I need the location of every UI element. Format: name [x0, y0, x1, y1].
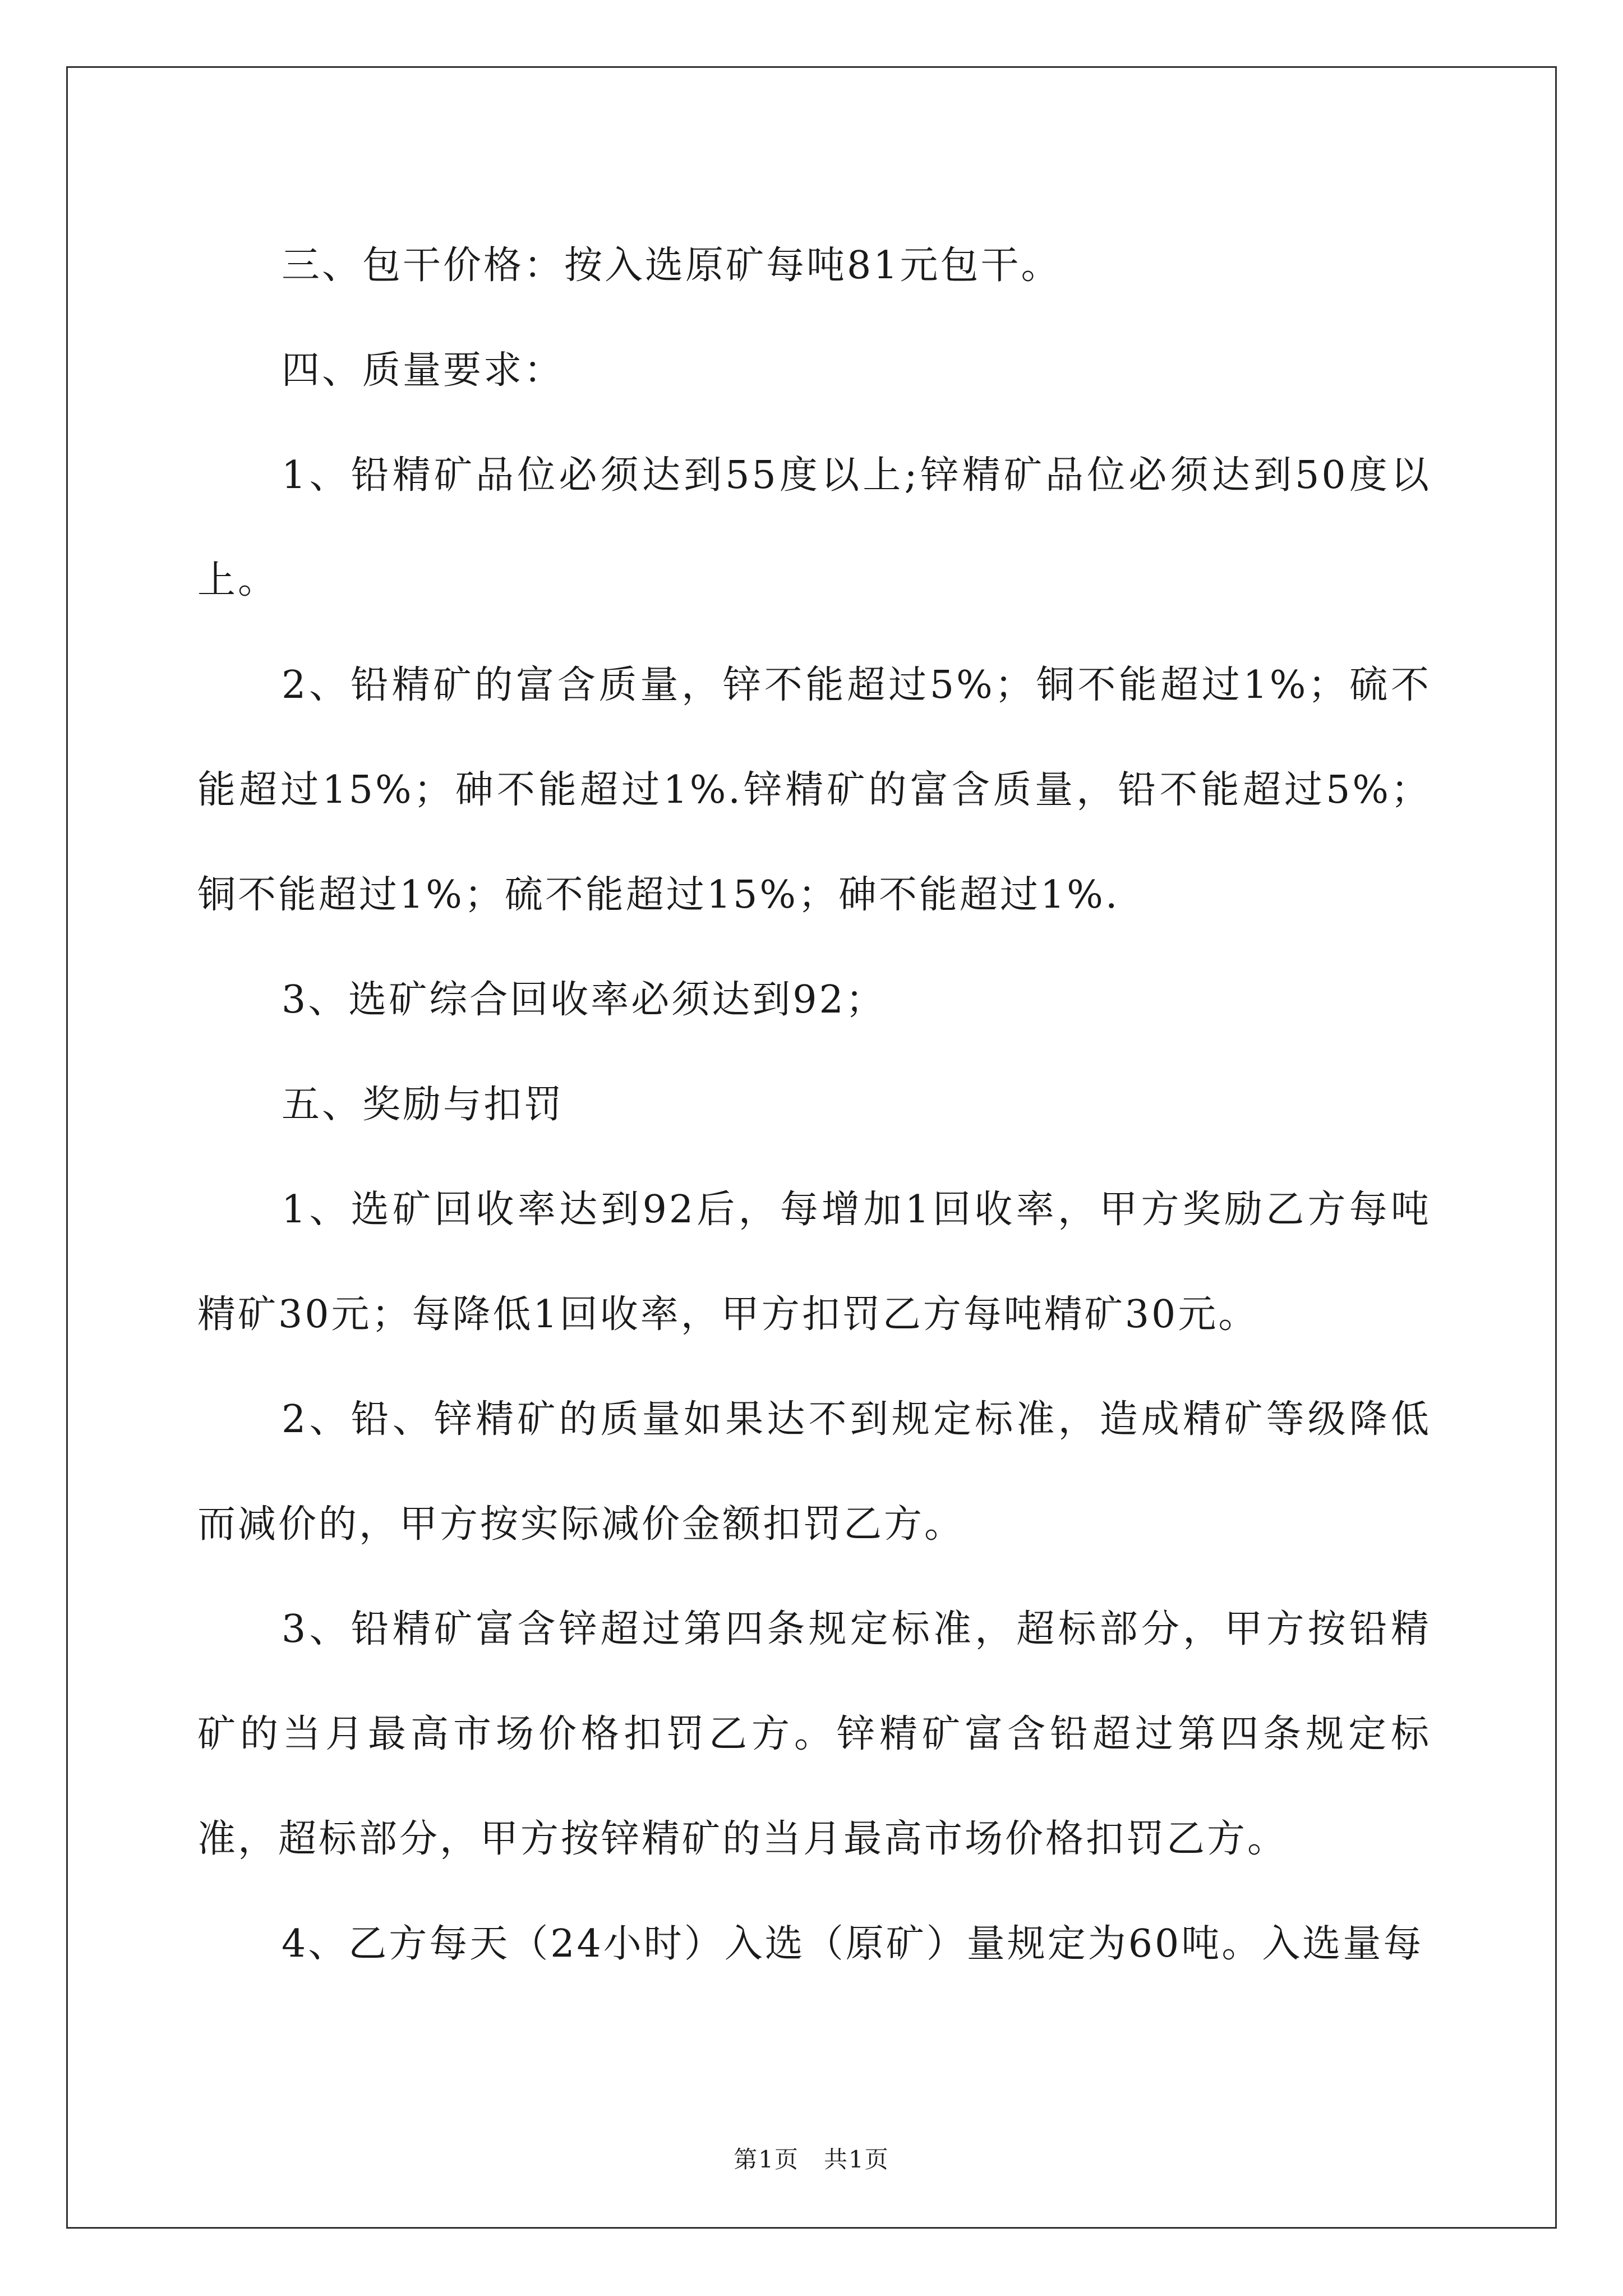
- paragraph-quality-heading: 四、质量要求：: [282, 348, 565, 393]
- paragraph-reward-heading: 五、奖励与扣罚: [282, 1083, 565, 1127]
- page-footer: 第1页 共1页: [734, 2146, 889, 2173]
- document-body: [197, 213, 1431, 1996]
- paragraph-recovery-rate: 3、选矿综合回收率必须达到92；: [282, 978, 886, 1022]
- paragraph-reward-4: 4、乙方每天（24小时）入选（原矿）量规定为60吨。入选量每: [282, 1922, 1424, 1966]
- paragraph-reward-3: 3、铅精矿富含锌超过第四条规定标准，超标部分，甲方按铅精矿的当月最高市场价格扣罚乙方。锌精矿富含铅超过第四条规定标准，超标部分，甲方按锌精矿的当月最高市场价格扣罚乙方。: [197, 1607, 1431, 1861]
- paragraph-quality-content: 2、铅精矿的富含质量，锌不能超过5%；铜不能超过1%；硫不能超过15%；砷不能超过1%.锌精矿的富含质量，铅不能超过5%；铜不能超过1%；硫不能超过15%；砷不能超过1%.: [197, 663, 1431, 917]
- paragraph-reward-1: 1、选矿回收率达到92后，每增加1回收率，甲方奖励乙方每吨精矿30元；每降低1回收率，甲方扣罚乙方每吨精矿30元。: [197, 1188, 1431, 1337]
- paragraph-quality-grade: 1、铅精矿品位必须达到55度以上;锌精矿品位必须达到50度以上。: [197, 453, 1431, 602]
- paragraph-reward-2: 2、铅、锌精矿的质量如果达不到规定标准，造成精矿等级降低而减价的，甲方按实际减价金额扣罚乙方。: [197, 1397, 1431, 1547]
- paragraph-price: 三、包干价格：按入选原矿每吨81元包干。: [282, 243, 1062, 288]
